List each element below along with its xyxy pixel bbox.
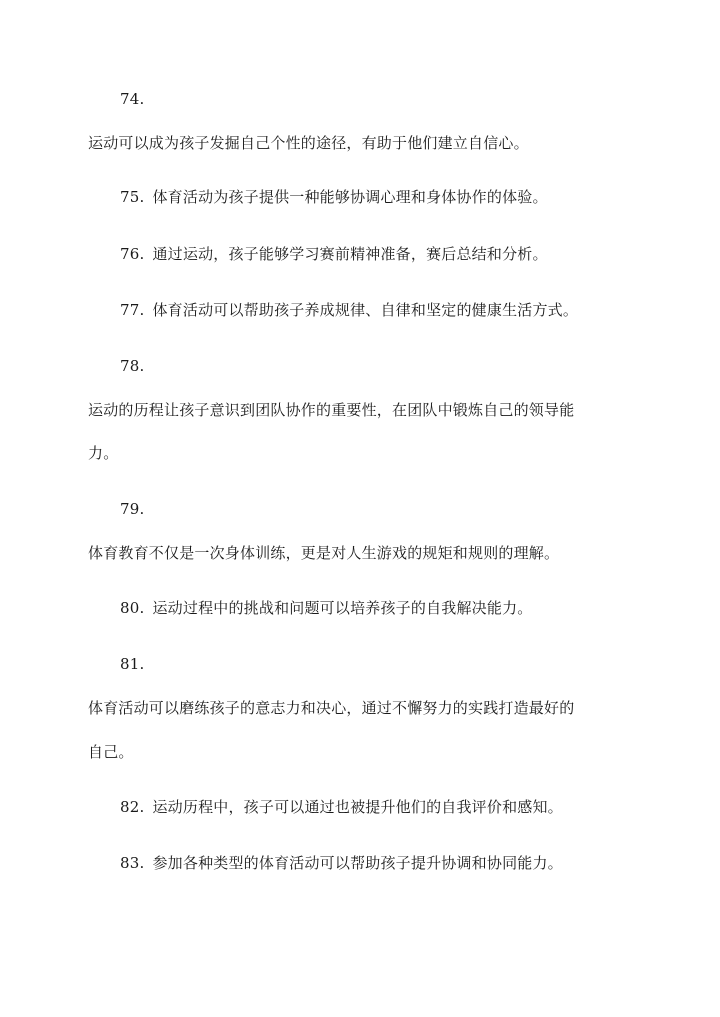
item-82 [120,797,563,817]
item-79-text: 体育教育不仅是一次身体训练，更是对人生游戏的规矩和规则的理解。 [88,544,560,562]
item-75-number: 75. [120,188,145,206]
item-82-number: 82. [120,798,145,816]
item-78-text-line-1: 运动的历程让孩子意识到团队协作的重要性，在团队中锻炼自己的领导能 [88,401,575,419]
item-81-number: 81. [120,655,145,673]
item-76-number: 76. [120,245,145,263]
item-77 [120,300,578,320]
item-76-text: 通过运动，孩子能够学习赛前精神准备，赛后总结和分析。 [152,245,548,263]
item-74-text: 运动可以成为孩子发掘自己个性的途径，有助于他们建立自信心。 [88,134,529,152]
item-79-number: 79. [120,500,145,518]
item-74-number: 74. [120,90,145,108]
item-83-number: 83. [120,854,145,872]
item-75-text: 体育活动为孩子提供一种能够协调心理和身体协作的体验。 [152,188,548,206]
item-77-text: 体育活动可以帮助孩子养成规律、自律和坚定的健康生活方式。 [152,301,579,319]
item-77-number: 77. [120,301,145,319]
item-78-text-line-2: 力。 [88,444,119,462]
item-83-text: 参加各种类型的体育活动可以帮助孩子提升协调和协同能力。 [152,854,563,872]
item-80-text: 运动过程中的挑战和问题可以培养孩子的自我解决能力。 [152,599,533,617]
item-81-text-line-1: 体育活动可以磨练孩子的意志力和决心，通过不懈努力的实践打造最好的 [88,699,575,717]
item-82-text: 运动历程中，孩子可以通过也被提升他们的自我评价和感知。 [152,798,563,816]
item-80 [120,598,532,618]
item-78-number: 78. [120,357,145,375]
item-80-number: 80. [120,599,145,617]
item-83 [120,853,563,873]
item-81-text-line-2: 自己。 [88,743,134,761]
item-76 [120,244,548,264]
item-75 [120,187,548,207]
